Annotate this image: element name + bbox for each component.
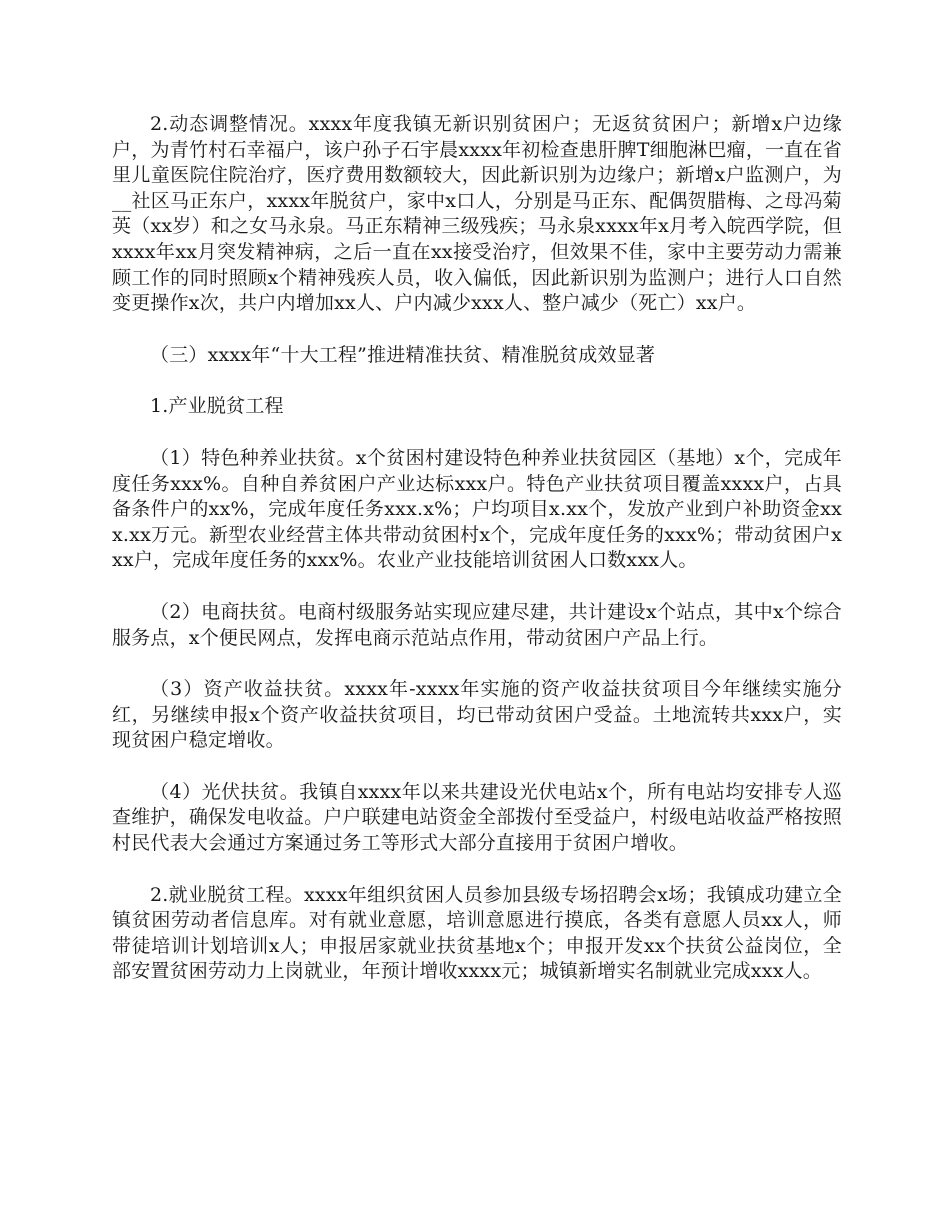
section-heading-ten-projects: （三）xxxx年“十大工程”推进精准扶贫、精准脱贫成效显著 (150, 343, 656, 366)
paragraph-asset-income: （3）资产收益扶贫。xxxx年-xxxx年实施的资产收益扶贫项目今年继续实施分红，另继续申报x个资产收益扶贫项目，均已带动贫困户受益。土地流转共xxx户，实现贫困户稳定增收。 (112, 678, 842, 752)
paragraph-specialty-farming: （1）特色种养业扶贫。x个贫困村建设特色种养业扶贫园区（基地）x个，完成年度任务xxx%。自种自养贫困户产业达标xxx户。特色产业扶贫项目覆盖xxxx户，占具备条件户的xx%，完成年度任务xxx.x%；户均项目x.xx个，发放产业到户补助资金xxx.xx万元。新型农业经营主体共带动贫困村x个，完成年度任务的xxx%；带动贫困户xxx户，完成年度任务的xxx%。农业产业技能培训贫困人口数xxx人。 (112, 446, 842, 572)
subheading-industry-poverty-alleviation: 1.产业脱贫工程 (150, 395, 284, 418)
paragraph-photovoltaic: （4）光伏扶贫。我镇自xxxx年以来共建设光伏电站x个，所有电站均安排专人巡查维护，确保发电收益。户户联建电站资金全部拨付至受益户，村级电站收益严格按照村民代表大会通过方案通过务工等形式大部分直接用于贫困户增收。 (112, 780, 842, 855)
paragraph-employment: 2.就业脱贫工程。xxxx年组织贫困人员参加县级专场招聘会x场；我镇成功建立全镇贫困劳动者信息库。对有就业意愿，培训意愿进行摸底，各类有意愿人员xx人，师带徒培训计划培训x人；申报居家就业扶贫基地x个；申报开发xx个扶贫公益岗位，全部安置贫困劳动力上岗就业，年预计增收xxxx元；城镇新增实名制就业完成xxx人。 (112, 883, 842, 983)
document-page (112, 112, 842, 985)
paragraph-dynamic-adjustment: 2.动态调整情况。xxxx年度我镇无新识别贫困户；无返贫贫困户；新增x户边缘户，为青竹村石幸福户，该户孙子石宇晨xxxx年初检查患肝脾T细胞淋巴瘤，一直在省里儿童医院住院治疗，医疗费用数额较大，因此新识别为边缘户；新增x户监测户，为__社区马正东户，xxxx年脱贫户，家中x口人，分别是马正东、配偶贺腊梅、之母冯菊英（xx岁）和之女马永泉。马正东精神三级残疾；马永泉xxxx年x月考入皖西学院，但xxxx年xx月突发精神病，之后一直在xx接受治疗，但效果不佳，家中主要劳动力需兼顾工作的同时照顾x个精神残疾人员，收入偏低，因此新识别为监测户；进行人口自然变更操作x次，共户内增加xx人、户内减少xxx人、整户减少（死亡）xx户。 (112, 113, 842, 315)
paragraph-ecommerce: （2）电商扶贫。电商村级服务站实现应建尽建，共计建设x个站点，其中x个综合服务点，x个便民网点，发挥电商示范站点作用，带动贫困户产品上行。 (112, 600, 842, 649)
